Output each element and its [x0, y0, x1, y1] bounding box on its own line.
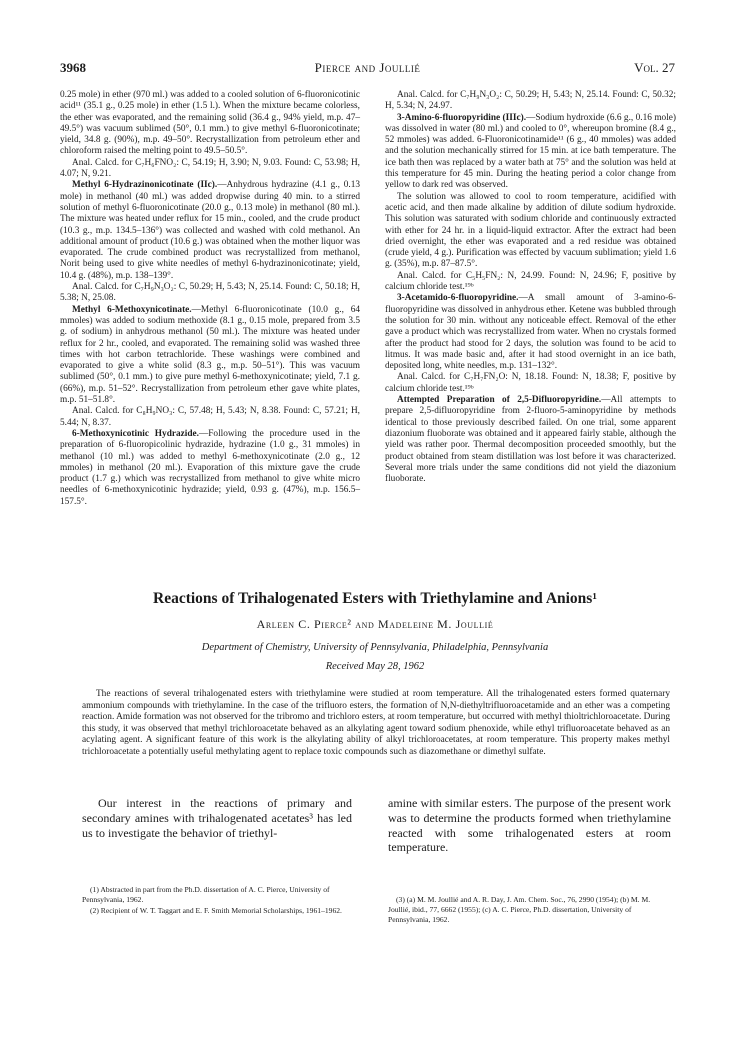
abstract-text: The reactions of several trihalogenated esters with triethylamine were studied at room temperature. All the trihalogenated esters formed quaternary ammonium compounds with triethylamine. In the case of the trifluoro esters, the formation of N,N-diethyltrifluoroacetamide and an ether was a competing reaction. Amide formation was not observed for the tribromo and trichloro esters, at room temperature, but occurred with methyl thioltrichloroacetate. During this study, it was observed that methyl trichloroacetate behaved as an alkylating agent toward sodium phenoxide, while ethyl trifluoroacetate behaved as an acylating agent. A significant feature of this work is the alkylating ability of alkyl trichloroacetates, at room temperature. This property makes methyl trichloroacetate a potentially useful methylating agent to replace toxic compounds such as diazomethane or dimethyl sulfate. — [82, 689, 670, 757]
received-date: Received May 28, 1962 — [325, 661, 425, 672]
compound-heading: 3-Amino-6-fluoropyridine (IIIc). — [397, 112, 527, 123]
paragraph: 3-Amino-6-fluoropyridine (IIIc).—Sodium hydroxide (6.6 g., 0.16 mole) was dissolved in water (80 ml.) and cooled to 0°, whereupon bromine (8.4 g., 52 mmoles) was added. 6-Fluoronicotinamide¹¹ (6 g., 40 mmoles) was added and the solution mechanically stirred for 15 min. at ice bath temperature. The ice bath then was replaced by a water bath at 75° and the solution was held at this temperature for 45 min. During the heating period a color change from yellow to dark red was observed. — [385, 112, 677, 191]
footnote: (1) Abstracted in part from the Ph.D. dissertation of A. C. Pierce, University of Pennsylvania, 1962. — [82, 885, 330, 904]
page-number: 3968 — [60, 60, 86, 75]
article-title: Reactions of Trihalogenated Esters with Triethylamine and Anions¹ — [153, 590, 597, 607]
compound-heading: 6-Methoxynicotinic Hydrazide. — [72, 428, 199, 439]
paragraph: 0.25 mole) in ether (970 ml.) was added to a cooled solution of 6-fluoronicotinic acid¹¹ (35.1 g., 0.25 mole) in ether (1.5 l.). When the mixture became colorless, the ether was evaporated, and the remaining solid (36.4 g., 94% yield, m.p. 47–49.5°) was vacuum sublimed (50°, 0.1 mm.) to give methyl 6-fluoronicotinate; yield, 34.8 g. (90%), m.p. 49–50°. Recrystallization from petroleum ether and chloroform raised the melting point to 49.5–50.5°. — [60, 90, 360, 157]
compound-heading: Methyl 6-Hydrazinonicotinate (IIc). — [72, 180, 218, 191]
paragraph: 6-Methoxynicotinic Hydrazide.—Following the procedure used in the preparation of 6-fluoropicolinic hydrazide, hydrazine (1.0 g., 31 mmoles) in methanol (10 ml.) was added to methyl 6-methoxynicotinate (2.0 g., 12 mmoles) in methanol (20 ml.). Evaporation of this mixture gave the crude product (1.7 g.) which was recrystallized from methanol to give white micro needles of 6-methoxynicotinic hydrazide; yield, 0.93 g. (47%), m.p. 156.5–157.5°. — [60, 428, 360, 507]
compound-heading: 3-Acetamido-6-fluoropyridine. — [397, 293, 519, 304]
paragraph: Anal. Calcd. for C₇H₉N₃O₂: C, 50.29; H, 5.43; N, 25.14. Found: C, 50.32; H, 5.34; N, 24.97. — [385, 90, 676, 112]
running-header — [60, 60, 675, 76]
body-right-column — [388, 796, 671, 855]
running-head: Pierce and Joullié — [314, 60, 421, 75]
paragraph: Methyl 6-Methoxynicotinate.—Methyl 6-fluoronicotinate (10.0 g., 64 mmoles) was added to sodium methoxide (8.1 g., 0.15 mole, prepared from 3.5 g. of sodium) in anhydrous methanol (50 ml.). The mixture was heated under reflux for 2 hr., cooled, and evaporated. The remaining solid was washed three times with hot carbon tetrachloride. These washings were combined and evaporated to give a white solid (8.3 g., m.p. 50–51°). This was vacuum sublimed (50°, 0.1 mm.) to give pure methyl 6-methoxynicotinate; yield, 7.1 g. (66%), m.p. 51–52°. Recrystallization from petroleum ether gave white plates, m.p. 51–51.8°. — [60, 304, 361, 406]
footnotes-left — [82, 885, 352, 916]
footnote: (2) Recipient of W. T. Taggart and E. F. Smith Memorial Scholarships, 1961–1962. — [90, 905, 342, 915]
footnote: (3) (a) M. M. Joullié and A. R. Day, J. Am. Chem. Soc., 76, 2990 (1954); (b) M. M. Joullié, ibid., 77, 6662 (1955); (c) A. C. Pierce, Ph.D. dissertation, University of Pennsylvania, 1962. — [388, 895, 651, 924]
paragraph: Anal. Calcd. for C₇H₉N₃O₂: C, 50.29; H, 5.43; N, 25.14. Found: C, 50.18; H, 5.38; N, 25.08. — [60, 282, 360, 304]
right-column — [385, 90, 676, 485]
paragraph: Anal. Calcd. for C₇H₆FNO₂: C, 54.19; H, 3.90; N, 9.03. Found: C, 53.98; H, 4.07; N, 9.21. — [60, 157, 360, 180]
body-left-column — [82, 796, 352, 840]
abstract — [82, 689, 670, 758]
body-paragraph: Our interest in the reactions of primary and secondary amines with trihalogenated acetates³ has led us to investigate the behavior of triethyl- — [82, 796, 352, 840]
paragraph: 3-Acetamido-6-fluoropyridine.—A small amount of 3-amino-6-fluoropyridine was dissolved in anhydrous ether. Ketene was bubbled through the solution for 30 min. without any noticeable effect. Removal of the ether gave a product which was recrystallized from water. When no crystals formed after the product had stood for 2 days, the solution was found to be acid to litmus. It was made basic and, after it had stood overnight in an ice bath, deposited long, white needles, m.p. 131–132°. — [385, 293, 676, 372]
compound-heading: Methyl 6-Methoxynicotinate. — [72, 304, 192, 315]
paragraph: Methyl 6-Hydrazinonicotinate (IIc).—Anhydrous hydrazine (4.1 g., 0.13 mole) in methanol (40 ml.) was added dropwise during 40 min. to a stirred solution of methyl 6-fluoronicotinate (20.0 g., 0.13 mole) in methanol (80 ml.). The mixture was heated under reflux for 15 min., cooled, and the crude product (10.3 g., m.p. 134.5–136°) was collected and washed with cold methanol. An additional amount of product (10.6 g.) was obtained when the mother liquor was evaporated. The crude combined product was recrystallized from methanol, Norit being used to give white needles of methyl 6-hydrazinonicotinate; yield, 10.4 g. (48%), m.p. 138–139°. — [60, 180, 360, 281]
paragraph: Anal. Calcd. for C₈H₉NO₃: C, 57.48; H, 5.43; N, 8.38. Found: C, 57.21; H, 5.44; N, 8.37. — [60, 406, 360, 428]
footnotes-right — [388, 895, 671, 925]
paragraph: Anal. Calcd. for C₅H₅FN₂: N, 24.99. Found: N, 24.96; F, positive by calcium chloride test.¹⁹ᵇ — [385, 270, 676, 293]
body-paragraph: amine with similar esters. The purpose of the present work was to determine the products formed when triethylamine reacted with some trihalogenated esters at room temperature. — [388, 796, 671, 855]
volume-label: Vol. 27 — [634, 60, 675, 75]
left-column — [60, 90, 360, 508]
article-authors: Arleen C. Pierce² and Madeleine M. Joullié — [256, 617, 494, 631]
author-affiliation: Department of Chemistry, University of Pennsylvania, Philadelphia, Pennsylvania — [201, 642, 549, 653]
paragraph: Anal. Calcd. for C₇H₇FN₂O: N, 18.18. Found: N, 18.38; F, positive by calcium chloride test.¹⁹ᵇ — [385, 372, 676, 394]
paragraph: Attempted Preparation of 2,5-Difluoropyridine.—All attempts to prepare 2,5-difluoropyridine from 2-fluoro-5-aminopyridine by methods identical to those previously described failed. On one trial, some apparent diazonium fluoborate was obtained and it appeared fairly stable, although the yield was rather poor. Thermal decomposition proceeded smoothly, but the product obtained from steam distillation was lost before it was characterized. Several more trials under the same conditions did not yield the diazonium fluoborate. — [385, 395, 676, 485]
paragraph: The solution was allowed to cool to room temperature, acidified with acetic acid, and then made alkaline by addition of dilute sodium hydroxide. This solution was saturated with sodium chloride and continuously extracted with ether for 24 hr. in a liquid-liquid extractor. After the extract had been dried overnight, the ether was evaporated and a red residue was obtained (crude yield, 4 g.). Purification was effected by vacuum sublimation; yield 1.6 g. (35%), m.p. 87–87.5°. — [385, 191, 676, 270]
compound-heading: Attempted Preparation of 2,5-Difluoropyridine. — [397, 395, 602, 406]
